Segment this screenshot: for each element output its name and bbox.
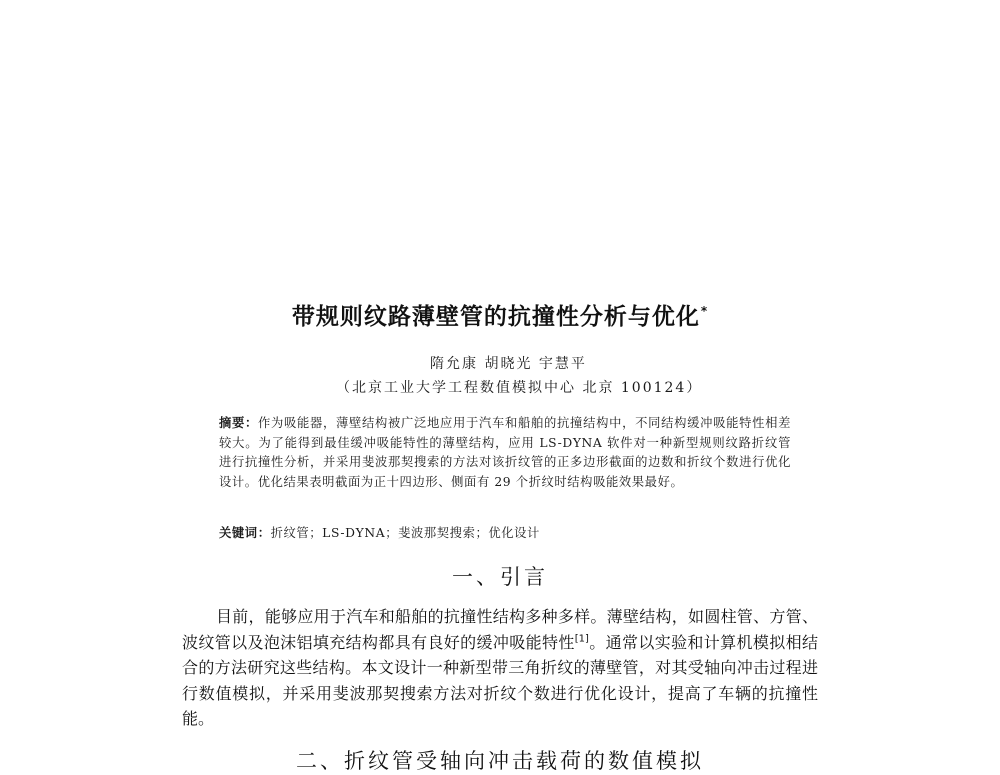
introduction-paragraph [182,604,818,732]
paper-title [0,298,1000,331]
abstract-block [219,414,791,492]
introduction-text-part2: 。通常以实验和计算机模拟相结合的方法研究这些结构。本文设计一种新型带三角折纹的薄壁管，对其受轴向冲击过程进行数值模拟，并采用斐波那契搜索方法对折纹个数进行优化设计，提高了车辆的抗撞性能。 [182,632,818,728]
section-heading-introduction: 一、引言 [452,565,548,589]
paper-affiliation: （北京工业大学工程数值模拟中心 北京 100124） [336,380,703,396]
title-footnote-mark: * [700,304,709,319]
section-heading-numerical-simulation: 二、折纹管受轴向冲击载荷的数值模拟 [296,749,704,773]
keywords-label: 关键词： [219,526,271,540]
abstract-text: 作为吸能器，薄壁结构被广泛地应用于汽车和船舶的抗撞结构中，不同结构缓冲吸能特性相差较大。为了能得到最佳缓冲吸能特性的薄壁结构，应用 LS-DYNA 软件对一种新型规则纹路折纹管进行抗撞性分析，并采用斐波那契搜索的方法对该折纹管的正多边形截面的边数和折纹个数进行优化设计。优化结果表明截面为正十四边形、侧面有 29 个折纹时结构吸能效果最好。 [219,416,791,489]
introduction-text-part1: 目前，能够应用于汽车和船舶的抗撞性结构多种多样。薄壁结构，如圆柱管、方管、波纹管以及泡沫铝填充结构都具有良好的缓冲吸能特性 [182,607,818,652]
paper-title-text: 带规则纹路薄壁管的抗撞性分析与优化 [291,304,700,330]
citation-reference: [1] [574,633,589,645]
keywords-text: 折纹管；LS-DYNA；斐波那契搜索；优化设计 [270,526,540,540]
keywords-block [219,523,791,541]
paper-authors: 隋允康 胡晓光 宇慧平 [430,356,587,372]
abstract-label: 摘要： [219,416,259,430]
